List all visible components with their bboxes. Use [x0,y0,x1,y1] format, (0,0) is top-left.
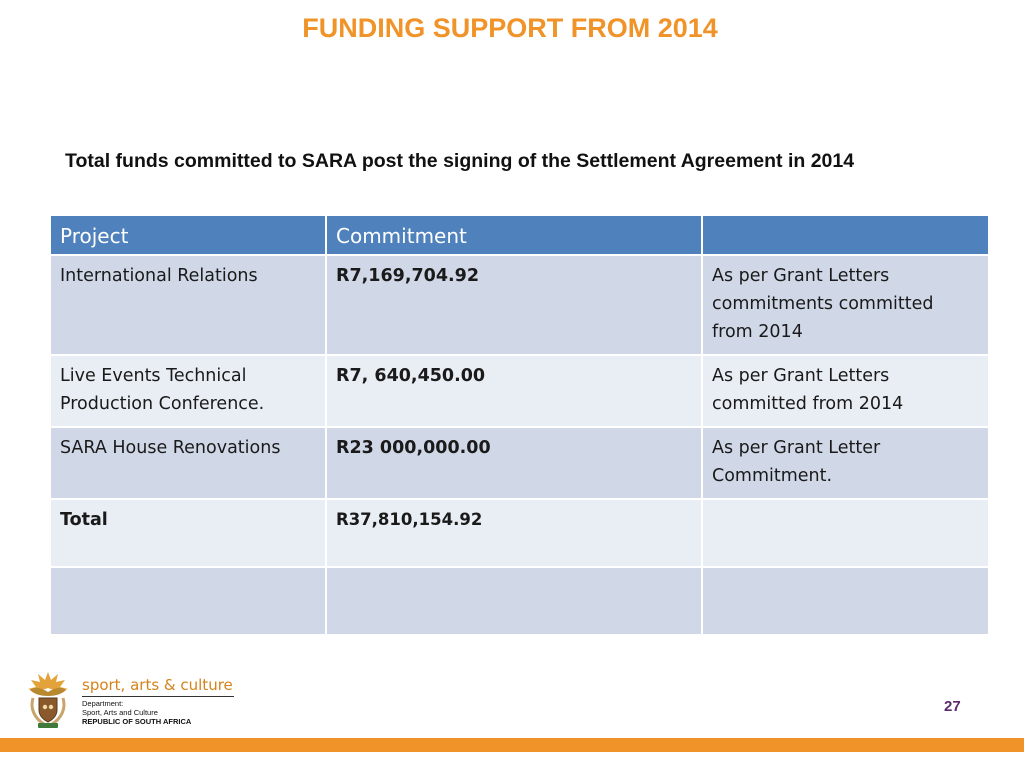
department-name: Sport, Arts and Culture [82,708,158,717]
commitment-cell: R7,169,704.92 [326,255,702,355]
funding-table [49,214,990,636]
commitment-cell: R23 000,000.00 [326,427,702,499]
total-row [50,499,989,567]
table-row [50,255,989,355]
header-commitment: Commitment [326,215,702,255]
project-cell: Live Events Technical Production Conference. [50,355,326,427]
country-name: REPUBLIC OF SOUTH AFRICA [82,717,192,726]
slide-title: FUNDING SUPPORT FROM 2014 [302,13,718,43]
total-label-cell: Total [50,499,326,567]
empty-cell [50,567,326,635]
brand-name: sport, arts & culture [82,676,233,694]
table-row [50,427,989,499]
slide-subtitle: Total funds committed to SARA post the signing of the Settlement Agreement in 2014 [65,150,855,172]
department-label: Department: [82,699,124,708]
empty-cell [326,567,702,635]
total-amount-cell: R37,810,154.92 [326,499,702,567]
project-cell: International Relations [50,255,326,355]
page-number: 27 [944,698,961,715]
department-logo [24,668,254,732]
empty-row [50,567,989,635]
project-cell: SARA House Renovations [50,427,326,499]
brand-divider [82,696,234,697]
header-notes [702,215,989,255]
header-project: Project [50,215,326,255]
note-cell: As per Grant Letter Commitment. [702,427,989,499]
note-cell: As per Grant Letters commitments committed from 2014 [702,255,989,355]
note-cell [702,499,989,567]
note-cell: As per Grant Letters committed from 2014 [702,355,989,427]
table-row [50,355,989,427]
coat-of-arms-icon [24,668,72,730]
empty-cell [702,567,989,635]
commitment-cell: R7, 640,450.00 [326,355,702,427]
footer-bar [0,738,1024,752]
table-header-row [50,215,989,255]
